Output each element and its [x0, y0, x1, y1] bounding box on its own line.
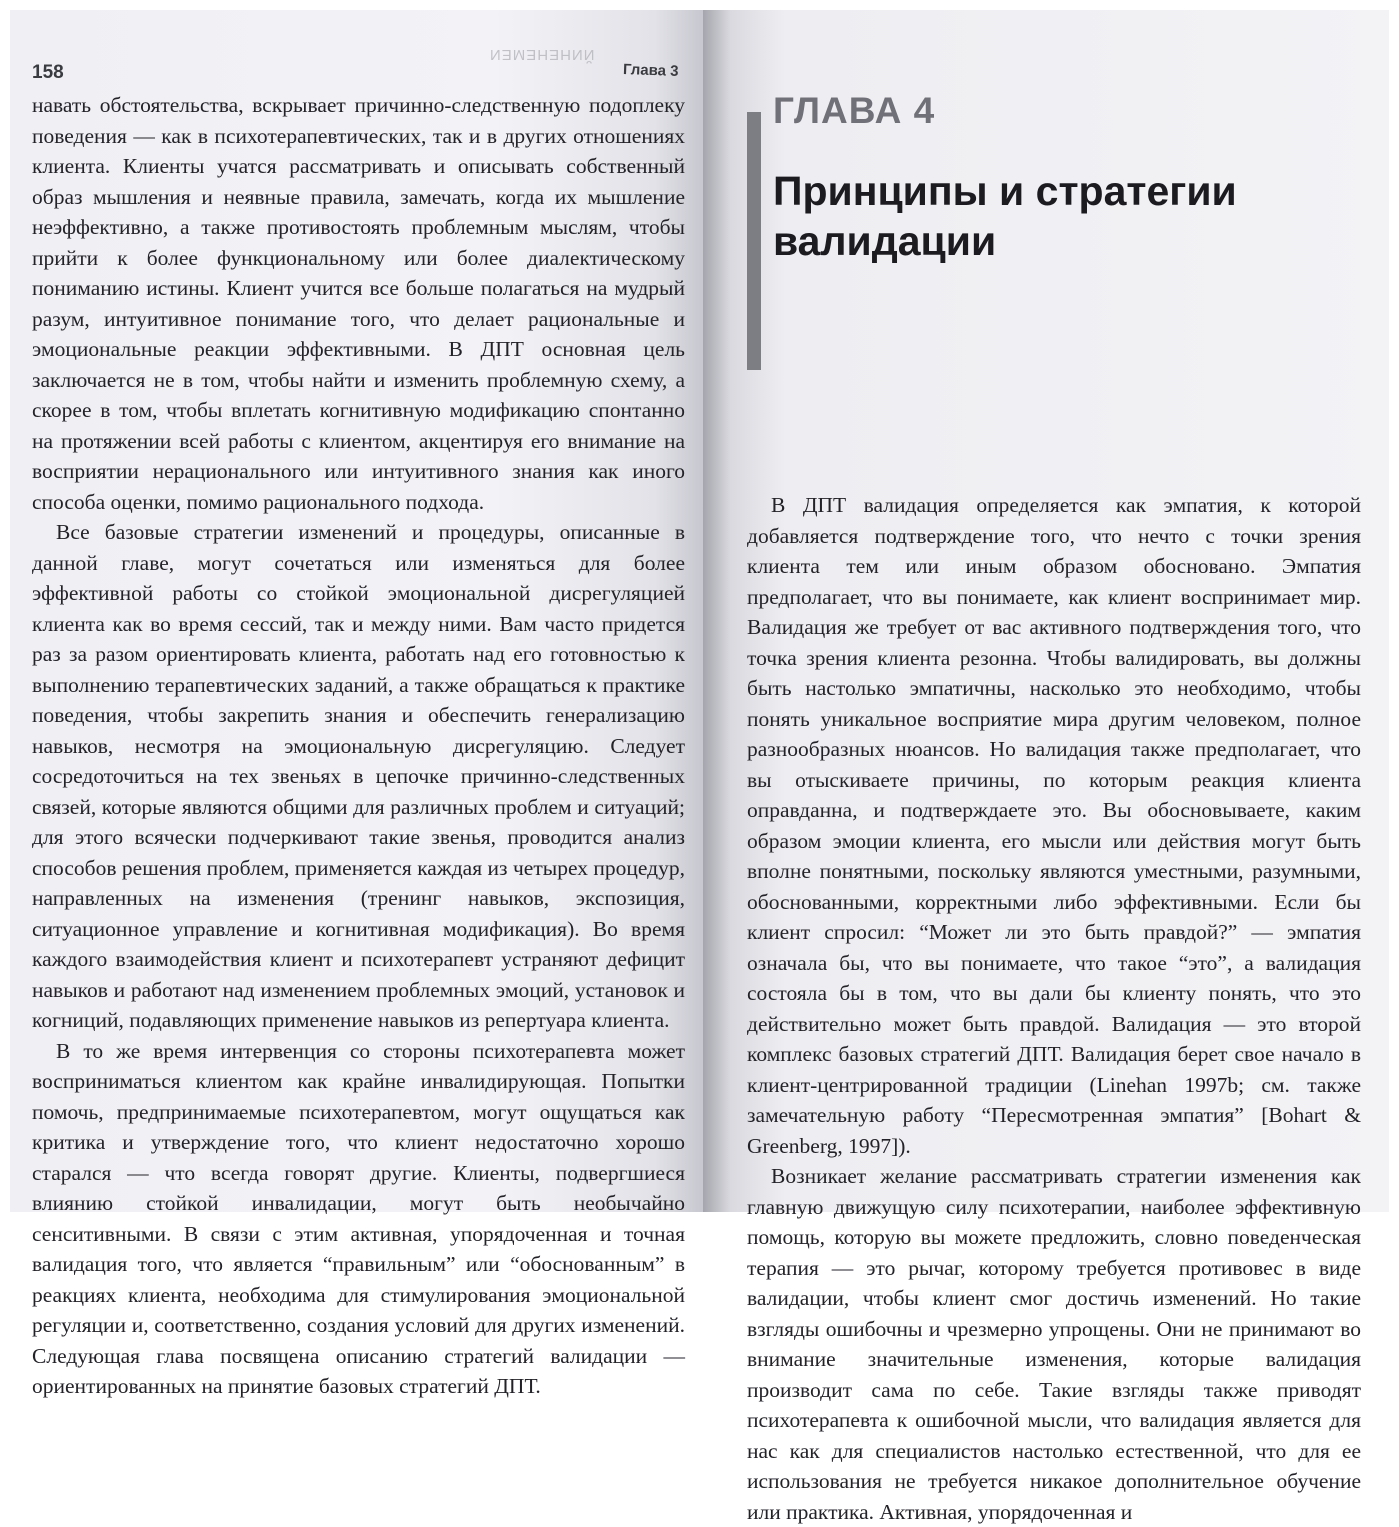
book-spread: [10, 10, 1389, 1524]
running-head-chapter: Глава 3: [623, 61, 680, 80]
paragraph: В то же время интервенция со стороны психотерапевта может восприниматься клиентом как крайне инвалидирующая. Попытки помочь, предпринимаемые психотерапевтом, могут ощущаться как критика и утверждение того, что клиент недостаточно хорошо старался — что всегда говорят другие. Клиенты, подвергшиеся влиянию стойкой инвалидации, могут быть необычайно сенситивными. В связи с этим активная, упорядоченная и точная валидация того, что является “правильным” или “обоснованным” в реакциях клиента, необходима для стимулирования эмоциональной регуляции и, соответственно, создания условий для других изменений. Следующая глава посвящена описанию стратегий валидации — ориентированных на принятие базовых стратегий ДПТ.: [32, 1038, 685, 1398]
bleed-through-text: ЙИНЕНЕМЕИ: [489, 46, 595, 63]
paragraph: В ДПТ валидация определяется как эмпатия, к которой добавляется подтверждение того, что нечто с точки зрения клиента тем или иным образом обосновано. Эмпатия предполагает, что вы понимаете, как клиент воспринимает мир. Валидация же требует от вас активного подтверждения того, что точка зрения клиента резонна. Чтобы валидировать, вы должны быть настолько эмпатичны, насколько это необходимо, чтобы понять уникальное восприятие мира другим человеком, полное разнообразных нюансов. Но валидация также предполагает, что вы отыскиваете причины, по которым реакция клиента оправданна, и подтверждаете это. Вы обосновываете, каким образом эмоции клиента, его мысли или действия могут быть вполне понятными, поскольку являются уместными, разумными, обоснованными, корректными либо эффективными. Если бы клиент спросил: “Может ли это быть правдой?” — эмпатия означала бы, что вы понимаете, что такое “это”, а валидация состояла бы в том, что вы дали бы клиенту понять, что это действительно может быть правдой. Валидация — это второй комплекс базовых стратегий ДПТ. Валидация берет свое начало в клиент-центрированной традиции (Linehan 1997b; см. также замечательную работу “Пересмотренная эмпатия” [Bohart & Greenberg, 1997]).: [747, 493, 1361, 1158]
paragraph: Все базовые стратегии изменений и процедуры, описанные в данной главе, могут сочетаться или изменяться для более эффективной работы со стойкой эмоциональной дисрегуляцией клиента как во время сессий, так и между ними. Вам часто придется раз за разом ориентировать клиента, работать над его готовностью к выполнению терапевтических заданий, а также обращаться к практике поведения, чтобы закрепить знания и обеспечить генерализацию навыков, несмотря на эмоциональную дисрегуляцию. Следует сосредоточиться на тех звеньях в цепочке причинно-следственных связей, которые являются общими для различных проблем и ситуаций; для этого всячески подчеркивают такие звенья, проводится анализ способов решения проблем, применяется каждая из четырех процедур, направленных на изменения (тренинг навыков, экспозиция, ситуационное управление и когнитивная модификация). Во время каждого взаимодействия клиент и психотерапевт устраняют дефицит навыков и работают над изменением проблемных эмоций, установок и когниций, подавляющих применение навыков из репертуара клиента.: [32, 520, 685, 1032]
chapter-accent-bar: [747, 112, 761, 370]
paragraph: Возникает желание рассматривать стратегии изменения как главную движущую силу психотерапии, наиболее эффективную помощь, которую вы можете предложить, словно поведенческая терапия — это рычаг, которому требуется противовес в виде валидации, чтобы клиент смог достичь изменений. Но такие взгляды ошибочны и чрезмерно упрощены. Они не принимают во внимание значительные изменения, которые валидация производит сама по себе. Такие взгляды также приводят психотерапевта к ошибочной мысли, что валидация является для нас как для специалистов настолько естественной, что для ее использования не требуется никакое дополнительное обучение или практика. Активная, упорядоченная и: [747, 1164, 1361, 1524]
right-body-text: [747, 490, 1361, 1527]
page-number: 158: [32, 62, 64, 83]
chapter-title: Принципы и стратегии валидации: [773, 168, 1237, 264]
left-body-text: [32, 90, 685, 1402]
chapter-label: ГЛАВА 4: [773, 90, 936, 131]
left-running-head: [32, 46, 685, 90]
left-page: [10, 10, 703, 1398]
right-page: [703, 10, 1389, 1524]
chapter-heading: [747, 90, 1361, 390]
paragraph: навать обстоятельства, вскрывает причинно-следственную подоплеку поведения — как в психотерапевтических, так и в других отношениях клиента. Клиенты учатся рассматривать и описывать собственный образ мышления и неявные правила, замечать, когда их мышление неэффективно, а также противостоять проблемным мыслям, чтобы прийти к более функциональному или более диалектическому пониманию истины. Клиент учится все больше полагаться на мудрый разум, интуитивное понимание того, что делает рациональные и эмоциональные реакции эффективными. В ДПТ основная цель заключается не в том, чтобы найти и изменить проблемную схему, а скорее в том, чтобы вплетать когнитивную модификацию спонтанно на протяжении всей работы с клиентом, акцентируя его внимание на восприятии нерационального или интуитивного знания как иного способа оценки, помимо рационального подхода.: [32, 93, 685, 514]
